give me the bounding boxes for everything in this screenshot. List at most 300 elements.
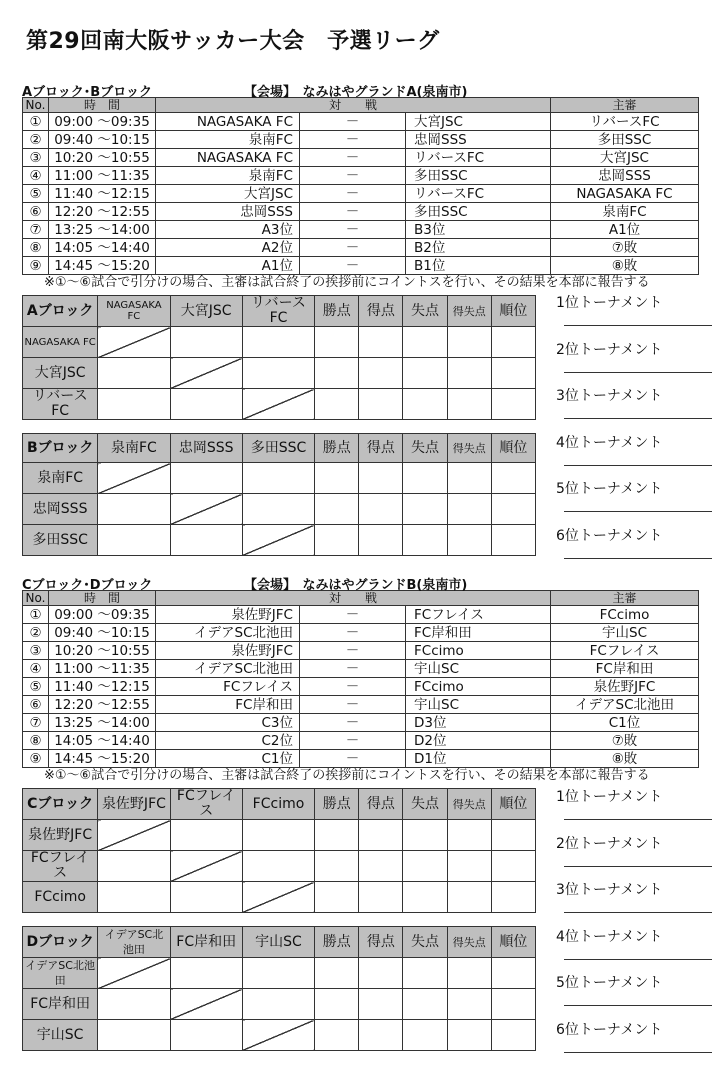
match-time: 09:40 ～10:15 [49,131,156,149]
header-referee: 主審 [551,98,699,113]
tournament-label: 2位トーナメント [556,341,663,358]
team-name: 忠岡SSS [23,494,98,525]
block-name: Bブロック [23,434,98,463]
stat-header: 得点 [359,296,403,327]
referee-team: 宇山SC [551,624,699,642]
match-no: ⑥ [23,696,49,714]
referee-team: 泉南FC [551,203,699,221]
league-header-row [23,789,536,820]
vs-separator: － [300,221,406,239]
result-cell [98,989,170,1020]
tournament-label: 1位トーナメント [556,789,663,805]
block-name: Aブロック [23,296,98,327]
result-cell [242,463,314,494]
away-team: B1位 [406,257,551,275]
result-cell [170,463,242,494]
referee-team: FC岸和田 [551,660,699,678]
stat-cell [403,525,447,556]
tournament-label: 5位トーナメント [556,975,663,991]
match-row [23,696,699,714]
away-team: D1位 [406,750,551,768]
result-cell [170,525,242,556]
team-name: 大宮JSC [23,358,98,389]
opponent-header: リバースFC [242,296,314,327]
opponent-header: 泉佐野JFC [98,789,170,820]
stat-cell [491,820,535,851]
stat-cell [491,851,535,882]
vs-separator: － [300,167,406,185]
header-match: 対 戦 [156,591,551,606]
referee-team: 泉佐野JFC [551,678,699,696]
stat-cell [403,820,447,851]
opponent-header: イデアSC北池田 [98,927,170,958]
league-team-row [23,494,536,525]
match-time: 14:05 ～14:40 [49,732,156,750]
stat-cell [359,358,403,389]
away-team: FCcimo [406,642,551,660]
stat-cell [491,882,535,913]
away-team: FCcimo [406,678,551,696]
referee-team: ⑧敗 [551,257,699,275]
stat-cell [491,327,535,358]
self-match-cell [242,882,314,913]
match-no: ⑨ [23,257,49,275]
stat-cell [359,327,403,358]
stat-header: 勝点 [315,434,359,463]
vs-separator: － [300,203,406,221]
result-cell [242,989,314,1020]
header-referee: 主審 [551,591,699,606]
opponent-header: FC岸和田 [170,927,242,958]
opponent-header: FCフレイス [170,789,242,820]
away-team: リバースFC [406,185,551,203]
referee-team: FCcimo [551,606,699,624]
result-cell [170,1020,242,1051]
stat-cell [359,820,403,851]
result-cell [170,958,242,989]
referee-team: 大宮JSC [551,149,699,167]
self-match-cell [242,525,314,556]
section-header [22,574,698,593]
match-time: 13:25 ～14:00 [49,221,156,239]
coin-toss-note: ※①～⑥試合で引分けの場合、主審は試合終了の挨拶前にコイントスを行い、その結果を本部に報告する [44,275,650,290]
stat-header: 失点 [403,789,447,820]
opponent-header: 大宮JSC [170,296,242,327]
stat-cell [447,1020,491,1051]
result-cell [170,882,242,913]
stat-header: 順位 [491,296,535,327]
self-match-cell [98,463,170,494]
result-cell [98,525,170,556]
vs-separator: － [300,131,406,149]
result-cell [242,327,314,358]
result-cell [98,494,170,525]
stat-header: 失点 [403,296,447,327]
stat-cell [447,851,491,882]
stat-cell [403,327,447,358]
stat-cell [403,989,447,1020]
stat-cell [447,494,491,525]
self-match-cell [98,327,170,358]
stat-header: 得失点 [447,434,491,463]
match-no: ③ [23,149,49,167]
referee-team: NAGASAKA FC [551,185,699,203]
home-team: A3位 [156,221,300,239]
vs-separator: － [300,714,406,732]
opponent-header: NAGASAKA FC [98,296,170,327]
vs-separator: － [300,239,406,257]
home-team: C2位 [156,732,300,750]
stat-cell [359,494,403,525]
tournament-label: 4位トーナメント [556,434,663,451]
schedule-table [22,97,699,275]
stat-cell [447,989,491,1020]
referee-team: C1位 [551,714,699,732]
tournament-line [564,325,712,326]
match-row [23,660,699,678]
stat-header: 順位 [491,434,535,463]
match-time: 14:45 ～15:20 [49,750,156,768]
stat-header: 得点 [359,434,403,463]
stat-header: 得失点 [447,789,491,820]
venue-label: 【会場】 なみはやグランドB(泉南市) [244,578,468,593]
stat-header: 得点 [359,789,403,820]
result-cell [242,820,314,851]
stat-header: 順位 [491,789,535,820]
stat-cell [447,389,491,420]
away-team: FC岸和田 [406,624,551,642]
stat-cell [403,358,447,389]
match-time: 11:00 ～11:35 [49,660,156,678]
tournament-label: 4位トーナメント [556,928,663,945]
venue-label: 【会場】 なみはやグランドA(泉南市) [244,85,468,100]
match-time: 11:40 ～12:15 [49,185,156,203]
tournament-line [564,511,712,512]
league-team-row [23,327,536,358]
team-name: 泉南FC [23,463,98,494]
match-row [23,113,699,131]
result-cell [242,494,314,525]
stat-cell [491,958,535,989]
match-row [23,203,699,221]
league-team-row [23,820,536,851]
away-team: 忠岡SSS [406,131,551,149]
match-no: ④ [23,167,49,185]
tournament-label: 3位トーナメント [556,388,663,404]
match-no: ⑨ [23,750,49,768]
home-team: C1位 [156,750,300,768]
match-row [23,149,699,167]
stat-cell [403,463,447,494]
match-time: 10:20 ～10:55 [49,149,156,167]
match-row [23,750,699,768]
team-name: 多田SSC [23,525,98,556]
result-cell [98,851,170,882]
match-time: 13:25 ～14:00 [49,714,156,732]
stat-header: 順位 [491,927,535,958]
result-cell [98,1020,170,1051]
vs-separator: － [300,696,406,714]
match-time: 09:00 ～09:35 [49,606,156,624]
home-team: 泉南FC [156,167,300,185]
stat-header: 得失点 [447,927,491,958]
league-team-row [23,1020,536,1051]
match-time: 12:20 ～12:55 [49,696,156,714]
tournament-line [564,1005,712,1006]
coin-toss-note: ※①～⑥試合で引分けの場合、主審は試合終了の挨拶前にコイントスを行い、その結果を本部に報告する [44,768,650,783]
stat-cell [447,882,491,913]
tournament-line [564,418,712,419]
vs-separator: － [300,624,406,642]
stat-cell [315,494,359,525]
stat-cell [447,358,491,389]
vs-separator: － [300,113,406,131]
league-table-d [22,926,536,1051]
match-no: ⑦ [23,221,49,239]
home-team: NAGASAKA FC [156,113,300,131]
self-match-cell [242,389,314,420]
stat-cell [315,989,359,1020]
match-no: ⑥ [23,203,49,221]
vs-separator: － [300,257,406,275]
away-team: D2位 [406,732,551,750]
stat-cell [447,327,491,358]
referee-team: 忠岡SSS [551,167,699,185]
away-team: 多田SSC [406,203,551,221]
opponent-header: 多田SSC [242,434,314,463]
stat-cell [403,851,447,882]
stat-cell [315,820,359,851]
match-no: ① [23,113,49,131]
stat-cell [491,525,535,556]
opponent-header: 忠岡SSS [170,434,242,463]
tournament-label: 1位トーナメント [556,295,663,311]
league-team-row [23,463,536,494]
home-team: C3位 [156,714,300,732]
stat-cell [403,882,447,913]
result-cell [242,958,314,989]
match-no: ⑤ [23,678,49,696]
stat-cell [491,1020,535,1051]
vs-separator: － [300,750,406,768]
tournament-line [564,866,712,867]
referee-team: ⑦敗 [551,239,699,257]
tournament-line [564,1052,712,1053]
referee-team: ⑧敗 [551,750,699,768]
stat-cell [491,494,535,525]
tournament-label: 3位トーナメント [556,882,663,898]
stat-cell [403,1020,447,1051]
stat-cell [315,958,359,989]
vs-separator: － [300,678,406,696]
match-time: 14:05 ～14:40 [49,239,156,257]
away-team: リバースFC [406,149,551,167]
stat-cell [447,463,491,494]
match-no: ② [23,131,49,149]
stat-cell [447,525,491,556]
stat-header: 失点 [403,927,447,958]
match-no: ④ [23,660,49,678]
home-team: 泉佐野JFC [156,642,300,660]
block-name: Dブロック [23,927,98,958]
match-no: ⑧ [23,732,49,750]
stat-cell [359,1020,403,1051]
schedule-table [22,590,699,768]
league-table-b [22,433,536,556]
match-row [23,678,699,696]
result-cell [98,358,170,389]
team-name: NAGASAKA FC [23,327,98,358]
stat-cell [491,389,535,420]
tournament-line [564,819,712,820]
tournament-label: 6位トーナメント [556,1021,663,1038]
away-team: 大宮JSC [406,113,551,131]
stat-header: 勝点 [315,927,359,958]
team-name: FCフレイス [23,851,98,882]
league-team-row [23,851,536,882]
stat-header: 得点 [359,927,403,958]
stat-cell [491,463,535,494]
referee-team: 多田SSC [551,131,699,149]
vs-separator: － [300,606,406,624]
stat-cell [447,820,491,851]
stat-cell [491,989,535,1020]
vs-separator: － [300,732,406,750]
match-time: 14:45 ～15:20 [49,257,156,275]
stat-cell [359,463,403,494]
stat-cell [315,525,359,556]
match-time: 11:00 ～11:35 [49,167,156,185]
match-row [23,606,699,624]
referee-team: イデアSC北池田 [551,696,699,714]
tournament-line [564,465,712,466]
block-name: Cブロック [23,789,98,820]
away-team: 多田SSC [406,167,551,185]
self-match-cell [98,958,170,989]
stat-header: 失点 [403,434,447,463]
stat-header: 勝点 [315,789,359,820]
referee-team: FCフレイス [551,642,699,660]
tournament-line [564,558,712,559]
home-team: FC岸和田 [156,696,300,714]
stat-header: 勝点 [315,296,359,327]
match-no: ⑤ [23,185,49,203]
match-no: ⑦ [23,714,49,732]
page-title: 第29回南大阪サッカー大会 予選リーグ [26,29,440,54]
stat-cell [359,882,403,913]
stat-cell [447,958,491,989]
stat-cell [315,327,359,358]
match-row [23,131,699,149]
league-table-c [22,788,536,913]
referee-team: A1位 [551,221,699,239]
result-cell [98,882,170,913]
result-cell [242,358,314,389]
league-header-row [23,434,536,463]
league-header-row [23,927,536,958]
league-team-row [23,882,536,913]
result-cell [170,820,242,851]
home-team: 泉佐野JFC [156,606,300,624]
team-name: リバースFC [23,389,98,420]
home-team: NAGASAKA FC [156,149,300,167]
match-no: ② [23,624,49,642]
stat-cell [315,1020,359,1051]
away-team: B2位 [406,239,551,257]
match-time: 09:40 ～10:15 [49,624,156,642]
away-team: D3位 [406,714,551,732]
stat-cell [315,389,359,420]
stat-cell [491,358,535,389]
match-row [23,714,699,732]
stat-cell [315,358,359,389]
stat-cell [359,525,403,556]
away-team: FCフレイス [406,606,551,624]
self-match-cell [170,989,242,1020]
self-match-cell [170,358,242,389]
tournament-line [564,912,712,913]
self-match-cell [170,851,242,882]
match-no: ① [23,606,49,624]
opponent-header: 泉南FC [98,434,170,463]
header-time: 時 間 [49,591,156,606]
home-team: FCフレイス [156,678,300,696]
league-team-row [23,389,536,420]
home-team: 大宮JSC [156,185,300,203]
blocks-label: Aブロック･Bブロック [22,85,152,100]
vs-separator: － [300,185,406,203]
match-row [23,185,699,203]
league-team-row [23,989,536,1020]
match-row [23,732,699,750]
stat-cell [403,958,447,989]
home-team: イデアSC北池田 [156,660,300,678]
stat-header: 得失点 [447,296,491,327]
stat-cell [315,851,359,882]
match-row [23,257,699,275]
match-time: 10:20 ～10:55 [49,642,156,660]
header-no: No. [23,98,49,113]
league-table-a [22,295,536,420]
stat-cell [359,389,403,420]
home-team: 泉南FC [156,131,300,149]
league-header-row [23,296,536,327]
match-time: 09:00 ～09:35 [49,113,156,131]
tournament-label: 5位トーナメント [556,481,663,497]
home-team: イデアSC北池田 [156,624,300,642]
match-no: ③ [23,642,49,660]
opponent-header: 宇山SC [242,927,314,958]
section-header [22,81,698,100]
team-name: FCcimo [23,882,98,913]
result-cell [170,389,242,420]
away-team: 宇山SC [406,660,551,678]
tournament-label: 6位トーナメント [556,527,663,544]
stat-cell [315,463,359,494]
match-time: 12:20 ～12:55 [49,203,156,221]
header-match: 対 戦 [156,98,551,113]
match-row [23,642,699,660]
schedule-section-cd [22,574,698,783]
result-cell [170,327,242,358]
tournament-line [564,959,712,960]
stat-cell [403,389,447,420]
league-team-row [23,525,536,556]
stat-cell [359,989,403,1020]
team-name: FC岸和田 [23,989,98,1020]
match-time: 11:40 ～12:15 [49,678,156,696]
schedule-section-ab [22,81,698,290]
